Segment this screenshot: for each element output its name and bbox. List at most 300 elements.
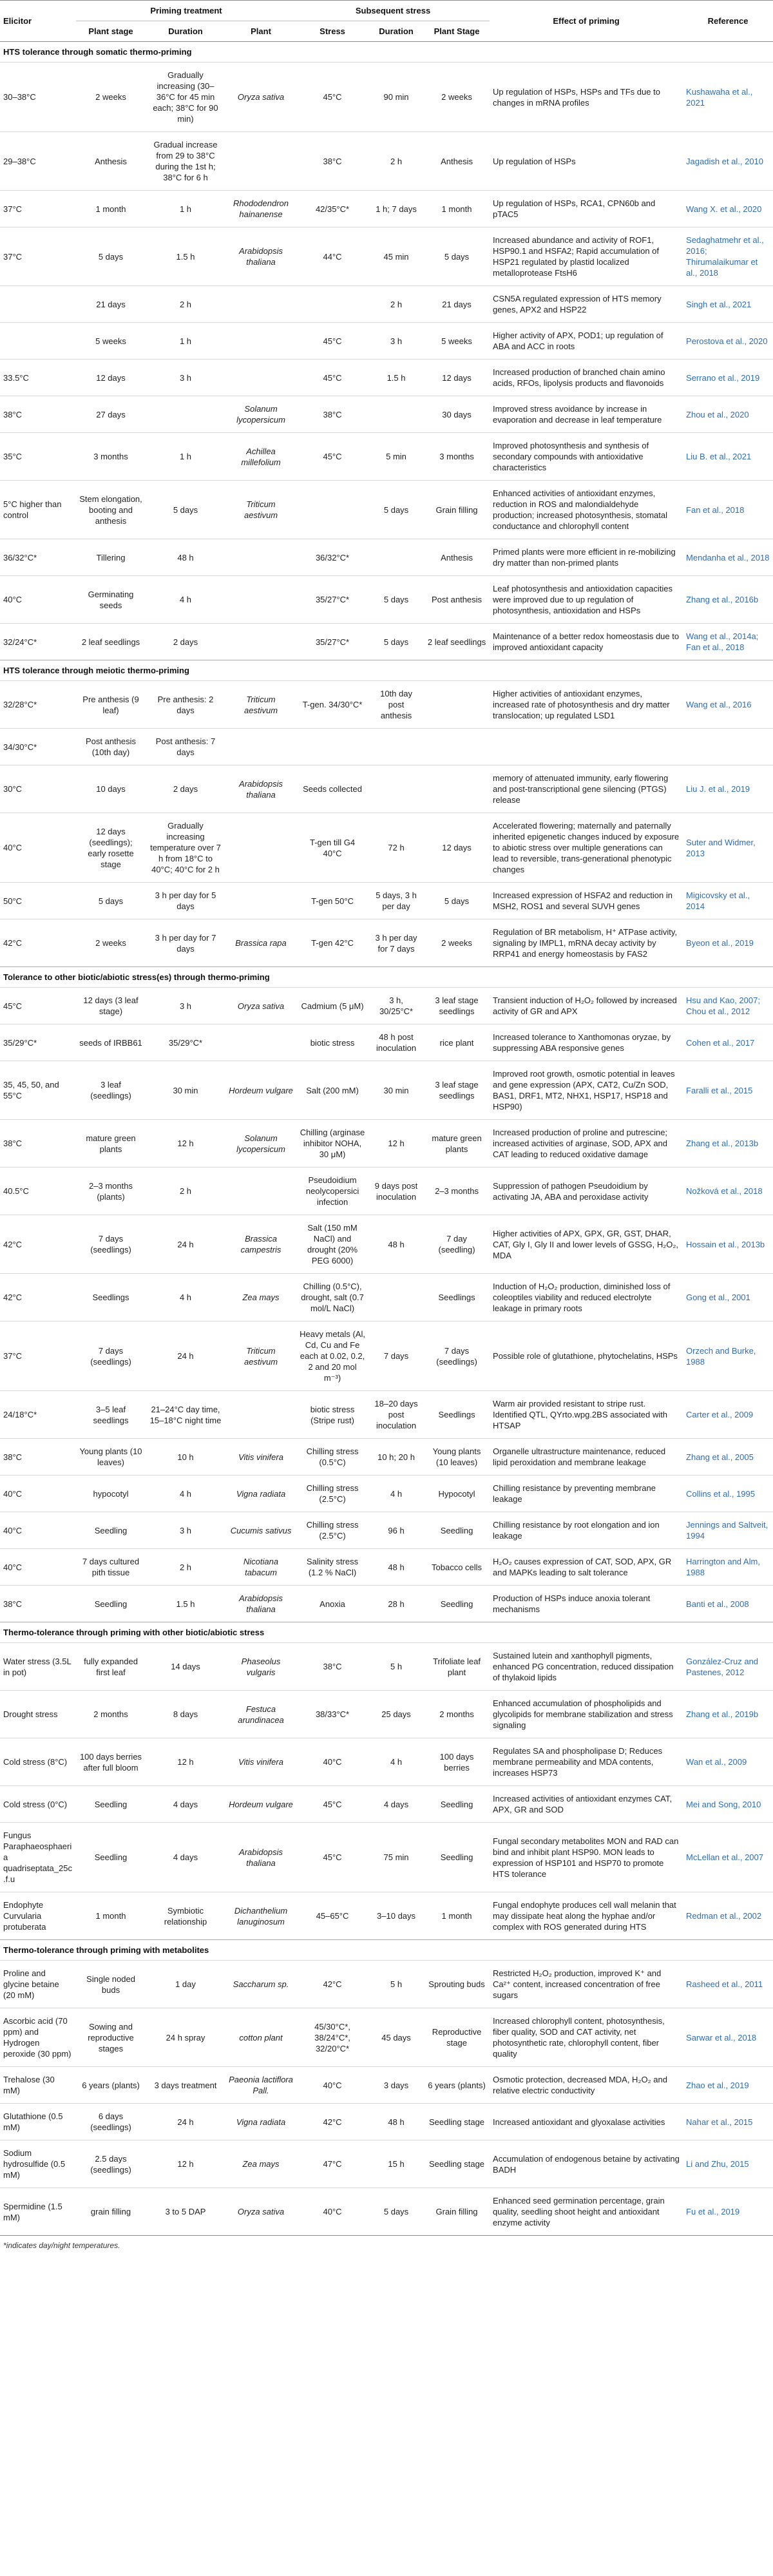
stress-cell: T-gen 42°C	[296, 919, 368, 967]
effect-cell: Suppression of pathogen Pseudoidium by activating JA, ABA and peroxidase activity	[490, 1168, 683, 1215]
stress-duration-cell: 48 h	[368, 2104, 424, 2140]
stress-plant-stage-cell: Seedlings	[424, 1274, 490, 1322]
effect-cell: Enhanced accumulation of phospholipids and glycolipids for membrane stabilization and stress signaling	[490, 1691, 683, 1738]
plant-stage-cell: Stem elongation, booting and anthesis	[76, 481, 146, 539]
plant-stage-cell: 12 days	[76, 360, 146, 396]
stress-duration-cell: 2 h	[368, 286, 424, 323]
plant-cell: Nicotiana tabacum	[225, 1549, 296, 1586]
header-priming-treatment: Priming treatment	[76, 1, 296, 21]
plant-stage-cell: 2 leaf seedlings	[76, 624, 146, 660]
plant-cell	[225, 360, 296, 396]
table-row	[0, 2104, 773, 2140]
plant-cell: Zea mays	[225, 1274, 296, 1322]
reference-link[interactable]: Singh et al., 2021	[683, 286, 773, 323]
reference-link[interactable]: Mei and Song, 2010	[683, 1786, 773, 1823]
plant-stage-cell: Germinating seeds	[76, 576, 146, 624]
elicitor-cell: 38°C	[0, 1439, 76, 1475]
stress-plant-stage-cell: Seedling stage	[424, 2140, 490, 2188]
effect-cell: Transient induction of H₂O₂ followed by increased activity of GR and APX	[490, 988, 683, 1024]
plant-cell: cotton plant	[225, 2008, 296, 2067]
elicitor-cell: 37°C	[0, 1322, 76, 1391]
section-title: Tolerance to other biotic/abiotic stress(es) through thermo-priming	[0, 967, 773, 988]
plant-stage-cell: 7 days (seedlings)	[76, 1215, 146, 1274]
elicitor-cell: 30–38°C	[0, 62, 76, 132]
reference-link[interactable]: Wang et al., 2016	[683, 681, 773, 729]
duration-cell: 2 h	[146, 1549, 225, 1586]
plant-cell: Arabidopsis thaliana	[225, 1586, 296, 1622]
plant-stage-cell: 7 days (seedlings)	[76, 1322, 146, 1391]
stress-plant-stage-cell: 30 days	[424, 396, 490, 433]
header-effect: Effect of priming	[490, 1, 683, 42]
effect-cell: Regulation of BR metabolism, H⁺ ATPase activity, signaling by IMPL1, mRNA decay activity by RRP41 and energy homeostasis by FAS2	[490, 919, 683, 967]
plant-cell: Phaseolus vulgaris	[225, 1643, 296, 1691]
plant-stage-cell: Tillering	[76, 539, 146, 576]
stress-plant-stage-cell: Hypocotyl	[424, 1475, 490, 1512]
effect-cell: Chilling resistance by root elongation and ion leakage	[490, 1512, 683, 1549]
plant-stage-cell: 100 days berries after full bloom	[76, 1738, 146, 1786]
stress-cell: Salt (150 mM NaCl) and drought (20% PEG 6000)	[296, 1215, 368, 1274]
elicitor-cell: 5°C higher than control	[0, 481, 76, 539]
elicitor-cell: Endophyte Curvularia protuberata	[0, 1892, 76, 1940]
stress-duration-cell: 18–20 days post inoculation	[368, 1391, 424, 1439]
stress-plant-stage-cell: Trifoliate leaf plant	[424, 1643, 490, 1691]
plant-cell: Vigna radiata	[225, 2104, 296, 2140]
duration-cell: 4 days	[146, 1823, 225, 1892]
table-row	[0, 1391, 773, 1439]
table-row	[0, 2067, 773, 2104]
elicitor-cell: Proline and glycine betaine (20 mM)	[0, 1961, 76, 2008]
reference-link[interactable]: Wan et al., 2009	[683, 1738, 773, 1786]
header-stress-duration: Duration	[368, 21, 424, 42]
section-row	[0, 42, 773, 62]
duration-cell: 8 days	[146, 1691, 225, 1738]
plant-cell	[225, 1391, 296, 1439]
stress-plant-stage-cell: 1 month	[424, 191, 490, 227]
effect-cell: Sustained lutein and xanthophyll pigments, enhanced PG concentration, reduced dissipation of thylakoid lipids	[490, 1643, 683, 1691]
duration-cell: 24 h spray	[146, 2008, 225, 2067]
reference-link[interactable]: Jagadish et al., 2010	[683, 132, 773, 191]
plant-cell: Vitis vinifera	[225, 1439, 296, 1475]
reference-link[interactable]: McLellan et al., 2007	[683, 1823, 773, 1892]
duration-cell: Pre anthesis: 2 days	[146, 681, 225, 729]
table-row	[0, 1215, 773, 1274]
reference-link[interactable]: Kushawaha et al., 2021	[683, 62, 773, 132]
table-row	[0, 191, 773, 227]
elicitor-cell: Fungus Paraphaeosphaeria quadriseptata_25c.f.u	[0, 1823, 76, 1892]
stress-duration-cell	[368, 729, 424, 765]
duration-cell: 4 h	[146, 576, 225, 624]
table-row	[0, 883, 773, 919]
table-row	[0, 1168, 773, 1215]
effect-cell: Increased expression of HSFA2 and reduction in MSH2, ROS1 and several SUVH genes	[490, 883, 683, 919]
elicitor-cell: 32/24°C*	[0, 624, 76, 660]
reference-link[interactable]: Zhang et al., 2005	[683, 1439, 773, 1475]
reference-link[interactable]: Mendanha et al., 2018	[683, 539, 773, 576]
stress-plant-stage-cell: Grain filling	[424, 481, 490, 539]
reference-link[interactable]: Fan et al., 2018	[683, 481, 773, 539]
duration-cell: 2 days	[146, 765, 225, 813]
header-subsequent-stress: Subsequent stress	[296, 1, 490, 21]
stress-duration-cell: 5 days	[368, 481, 424, 539]
reference-link[interactable]: Gong et al., 2001	[683, 1274, 773, 1322]
reference-link[interactable]: Zhao et al., 2019	[683, 2067, 773, 2104]
stress-plant-stage-cell: Anthesis	[424, 539, 490, 576]
stress-plant-stage-cell: 5 days	[424, 227, 490, 286]
plant-stage-cell: grain filling	[76, 2188, 146, 2236]
reference-link[interactable]: Collins et al., 1995	[683, 1475, 773, 1512]
stress-plant-stage-cell: 2 weeks	[424, 919, 490, 967]
reference-link[interactable]: Serrano et al., 2019	[683, 360, 773, 396]
stress-plant-stage-cell: Seedling	[424, 1512, 490, 1549]
reference-link[interactable]: Redman et al., 2002	[683, 1892, 773, 1940]
stress-cell: Chilling (arginase inhibitor NOHA, 30 μM)	[296, 1120, 368, 1168]
stress-cell: Chilling (0.5°C), drought, salt (0.7 mol/L NaCl)	[296, 1274, 368, 1322]
reference-link[interactable]: Zhang et al., 2013b	[683, 1120, 773, 1168]
plant-cell: Solanum lycopersicum	[225, 1120, 296, 1168]
section-title: HTS tolerance through somatic thermo-priming	[0, 42, 773, 62]
table-row	[0, 62, 773, 132]
stress-duration-cell: 1 h; 7 days	[368, 191, 424, 227]
stress-cell: 45°C	[296, 1823, 368, 1892]
effect-cell: Higher activities of APX, GPX, GR, GST, DHAR, CAT, Gly I, Gly II and lower levels of GSSG, H₂O₂, MDA	[490, 1215, 683, 1274]
reference-link[interactable]: Carter et al., 2009	[683, 1391, 773, 1439]
reference-link[interactable]: Zhang et al., 2016b	[683, 576, 773, 624]
effect-cell: Increased production of proline and putrescine; increased activities of arginase, SOD, APX and CAT leading to reduced oxidative damage	[490, 1120, 683, 1168]
stress-duration-cell: 28 h	[368, 1586, 424, 1622]
duration-cell: 21–24°C day time, 15–18°C night time	[146, 1391, 225, 1439]
stress-cell: Anoxia	[296, 1586, 368, 1622]
plant-cell: Dichanthelium lanuginosum	[225, 1892, 296, 1940]
footnote: *indicates day/night temperatures.	[0, 2235, 773, 2255]
stress-cell: 47°C	[296, 2140, 368, 2188]
plant-stage-cell: Seedling	[76, 1823, 146, 1892]
reference-link[interactable]: Nožková et al., 2018	[683, 1168, 773, 1215]
reference-link[interactable]: Banti et al., 2008	[683, 1586, 773, 1622]
elicitor-cell: 30°C	[0, 765, 76, 813]
elicitor-cell: 37°C	[0, 227, 76, 286]
reference-link	[683, 729, 773, 765]
effect-cell: Up regulation of HSPs	[490, 132, 683, 191]
stress-duration-cell: 90 min	[368, 62, 424, 132]
plant-stage-cell: Young plants (10 leaves)	[76, 1439, 146, 1475]
table-row	[0, 1961, 773, 2008]
elicitor-cell: 24/18°C*	[0, 1391, 76, 1439]
stress-cell: 42°C	[296, 2104, 368, 2140]
stress-duration-cell: 5 h	[368, 1961, 424, 2008]
plant-cell	[225, 1024, 296, 1061]
stress-plant-stage-cell: Seedling	[424, 1786, 490, 1823]
effect-cell: Organelle ultrastructure maintenance, reduced lipid peroxidation and membrane leakage	[490, 1439, 683, 1475]
effect-cell: Fungal endophyte produces cell wall melanin that may dissipate heat along the hyphae and/or complex with ROS generated during HTS	[490, 1892, 683, 1940]
stress-cell: Chilling stress (0.5°C)	[296, 1439, 368, 1475]
stress-plant-stage-cell: Young plants (10 leaves)	[424, 1439, 490, 1475]
stress-cell: 35/27°C*	[296, 576, 368, 624]
reference-link[interactable]: Hossain et al., 2013b	[683, 1215, 773, 1274]
reference-link[interactable]: Orzech and Burke, 1988	[683, 1322, 773, 1391]
elicitor-cell: 34/30°C*	[0, 729, 76, 765]
plant-stage-cell: 12 days (3 leaf stage)	[76, 988, 146, 1024]
table-row	[0, 1586, 773, 1622]
table-row	[0, 1549, 773, 1586]
table-row	[0, 539, 773, 576]
plant-stage-cell: 3 leaf (seedlings)	[76, 1061, 146, 1120]
section-title: Thermo-tolerance through priming with other biotic/abiotic stress	[0, 1622, 773, 1643]
duration-cell: 30 min	[146, 1061, 225, 1120]
duration-cell: 2 days	[146, 624, 225, 660]
effect-cell: Increased antioxidant and glyoxalase activities	[490, 2104, 683, 2140]
stress-plant-stage-cell: 2–3 months	[424, 1168, 490, 1215]
plant-cell: Arabidopsis thaliana	[225, 1823, 296, 1892]
plant-cell	[225, 1168, 296, 1215]
header-plant: Plant	[225, 21, 296, 42]
stress-duration-cell: 3 h per day for 7 days	[368, 919, 424, 967]
stress-duration-cell: 12 h	[368, 1120, 424, 1168]
plant-stage-cell: Single noded buds	[76, 1961, 146, 2008]
duration-cell: 3 h	[146, 1512, 225, 1549]
stress-duration-cell: 3–10 days	[368, 1892, 424, 1940]
stress-plant-stage-cell: 5 days	[424, 883, 490, 919]
plant-cell: Vitis vinifera	[225, 1738, 296, 1786]
stress-cell: 36/32°C*	[296, 539, 368, 576]
plant-cell: Arabidopsis thaliana	[225, 227, 296, 286]
plant-cell	[225, 883, 296, 919]
duration-cell: 12 h	[146, 1120, 225, 1168]
effect-cell: Improved stress avoidance by increase in evaporation and decrease in leaf temperature	[490, 396, 683, 433]
plant-stage-cell: 2–3 months (plants)	[76, 1168, 146, 1215]
effect-cell: Higher activity of APX, POD1; up regulation of ABA and ACC in roots	[490, 323, 683, 360]
effect-cell: Chilling resistance by preventing membrane leakage	[490, 1475, 683, 1512]
stress-cell: 42/35°C*	[296, 191, 368, 227]
elicitor-cell: Water stress (3.5L in pot)	[0, 1643, 76, 1691]
plant-cell: Triticum aestivum	[225, 1322, 296, 1391]
duration-cell: 10 h	[146, 1439, 225, 1475]
stress-duration-cell	[368, 765, 424, 813]
plant-cell	[225, 539, 296, 576]
duration-cell: 4 h	[146, 1475, 225, 1512]
stress-plant-stage-cell: rice plant	[424, 1024, 490, 1061]
reference-link[interactable]: Li and Zhu, 2015	[683, 2140, 773, 2188]
reference-link[interactable]: Hsu and Kao, 2007; Chou et al., 2012	[683, 988, 773, 1024]
elicitor-cell: 35, 45, 50, and 55°C	[0, 1061, 76, 1120]
plant-stage-cell: Sowing and reproductive stages	[76, 2008, 146, 2067]
table-row	[0, 1439, 773, 1475]
header-stress-plant-stage: Plant Stage	[424, 21, 490, 42]
reference-link[interactable]: Zhou et al., 2020	[683, 396, 773, 433]
effect-cell: Increased chlorophyll content, photosynthesis, fiber quality, SOD and CAT activity, net photosynthetic rate, chlorophyll content, fiber quality	[490, 2008, 683, 2067]
stress-plant-stage-cell: Seedling	[424, 1823, 490, 1892]
reference-link[interactable]: Fu et al., 2019	[683, 2188, 773, 2236]
effect-cell: Increased production of branched chain amino acids, RFOs, lipolysis products and flavonoids	[490, 360, 683, 396]
plant-cell: Arabidopsis thaliana	[225, 765, 296, 813]
reference-link[interactable]: Sarwar et al., 2018	[683, 2008, 773, 2067]
reference-link[interactable]: Jennings and Saltveit, 1994	[683, 1512, 773, 1549]
stress-cell	[296, 481, 368, 539]
reference-link[interactable]: Cohen et al., 2017	[683, 1024, 773, 1061]
elicitor-cell: 42°C	[0, 1215, 76, 1274]
duration-cell: 35/29°C*	[146, 1024, 225, 1061]
table-row	[0, 360, 773, 396]
plant-cell: Triticum aestivum	[225, 481, 296, 539]
stress-plant-stage-cell: Reproductive stage	[424, 2008, 490, 2067]
stress-cell: T-gen. 34/30°C*	[296, 681, 368, 729]
section-row	[0, 1622, 773, 1643]
plant-stage-cell: 10 days	[76, 765, 146, 813]
stress-cell: Cadmium (5 μM)	[296, 988, 368, 1024]
reference-link[interactable]: Harrington and Alm, 1988	[683, 1549, 773, 1586]
reference-link[interactable]: Liu J. et al., 2019	[683, 765, 773, 813]
effect-cell: Higher activities of antioxidant enzymes, increased rate of photosynthesis and dry matter translocation; up regulated LSD1	[490, 681, 683, 729]
stress-duration-cell: 4 days	[368, 1786, 424, 1823]
stress-plant-stage-cell: Post anthesis	[424, 576, 490, 624]
table-row	[0, 1475, 773, 1512]
stress-cell: 45°C	[296, 323, 368, 360]
effect-cell: Production of HSPs induce anoxia tolerant mechanisms	[490, 1586, 683, 1622]
duration-cell: 3 h	[146, 988, 225, 1024]
table-header	[0, 1, 773, 42]
duration-cell: 3 to 5 DAP	[146, 2188, 225, 2236]
plant-cell	[225, 323, 296, 360]
effect-cell: Improved root growth, osmotic potential in leaves and gene expression (APX, CAT2, Cu/Zn SOD, BAS1, DRF1, MT2, NHX1, HSP17, HSP18 and HSP90)	[490, 1061, 683, 1120]
duration-cell: 1.5 h	[146, 1586, 225, 1622]
effect-cell: Fungal secondary metabolites MON and RAD can bind and inhibit plant HSP90. MON leads to expression of HSP101 and HSP70 to promote HTS tolerance	[490, 1823, 683, 1892]
stress-plant-stage-cell: Seedling	[424, 1586, 490, 1622]
reference-link[interactable]: Liu B. et al., 2021	[683, 433, 773, 481]
plant-cell: Hordeum vulgare	[225, 1061, 296, 1120]
table-row	[0, 1892, 773, 1940]
stress-cell: biotic stress (Stripe rust)	[296, 1391, 368, 1439]
stress-duration-cell: 5 days	[368, 2188, 424, 2236]
duration-cell: 3 days treatment	[146, 2067, 225, 2104]
stress-plant-stage-cell	[424, 729, 490, 765]
plant-stage-cell: Anthesis	[76, 132, 146, 191]
reference-link[interactable]: Perostova et al., 2020	[683, 323, 773, 360]
stress-cell: 38/33°C*	[296, 1691, 368, 1738]
stress-duration-cell: 10 h; 20 h	[368, 1439, 424, 1475]
stress-cell: biotic stress	[296, 1024, 368, 1061]
reference-link[interactable]: Wang X. et al., 2020	[683, 191, 773, 227]
table-row	[0, 1024, 773, 1061]
elicitor-cell: 37°C	[0, 191, 76, 227]
stress-plant-stage-cell: 7 day (seedling)	[424, 1215, 490, 1274]
plant-cell	[225, 624, 296, 660]
duration-cell: Gradual increase from 29 to 38°C during the 1st h; 38°C for 6 h	[146, 132, 225, 191]
plant-cell: Brassica rapa	[225, 919, 296, 967]
stress-plant-stage-cell: 3 leaf stage seedlings	[424, 988, 490, 1024]
stress-duration-cell: 25 days	[368, 1691, 424, 1738]
reference-link[interactable]: Rasheed et al., 2011	[683, 1961, 773, 2008]
stress-plant-stage-cell: 2 months	[424, 1691, 490, 1738]
reference-link[interactable]: Faralli et al., 2015	[683, 1061, 773, 1120]
plant-cell: Rhododendron hainanense	[225, 191, 296, 227]
elicitor-cell: Trehalose (30 mM)	[0, 2067, 76, 2104]
stress-plant-stage-cell: 12 days	[424, 360, 490, 396]
header-duration: Duration	[146, 21, 225, 42]
elicitor-cell: 40°C	[0, 1549, 76, 1586]
plant-cell: Saccharum sp.	[225, 1961, 296, 2008]
elicitor-cell: 42°C	[0, 1274, 76, 1322]
stress-cell: Salt (200 mM)	[296, 1061, 368, 1120]
plant-stage-cell: Seedlings	[76, 1274, 146, 1322]
effect-cell: Warm air provided resistant to stripe rust. Identified QTL, QYrto.wpg.2BS associated with HTSAP	[490, 1391, 683, 1439]
stress-cell: 45–65°C	[296, 1892, 368, 1940]
plant-cell: Vigna radiata	[225, 1475, 296, 1512]
effect-cell: Maintenance of a better redox homeostasis due to improved antioxidant capacity	[490, 624, 683, 660]
plant-cell	[225, 813, 296, 883]
effect-cell: Leaf photosynthesis and antioxidation capacities were improved due to up regulation of photosynthesis, antioxidation and HSPs	[490, 576, 683, 624]
stress-cell: 45/30°C*, 38/24°C*, 32/20°C*	[296, 2008, 368, 2067]
table-row	[0, 396, 773, 433]
reference-link[interactable]: Migicovsky et al., 2014	[683, 883, 773, 919]
elicitor-cell: 35/29°C*	[0, 1024, 76, 1061]
plant-stage-cell: 2.5 days (seedlings)	[76, 2140, 146, 2188]
stress-plant-stage-cell: Tobacco cells	[424, 1549, 490, 1586]
duration-cell: Gradually increasing temperature over 7 h from 18°C to 40°C; 40°C for 2 h	[146, 813, 225, 883]
stress-plant-stage-cell: 3 months	[424, 433, 490, 481]
elicitor-cell: 40°C	[0, 576, 76, 624]
stress-cell: Seeds collected	[296, 765, 368, 813]
duration-cell: Gradually increasing (30–36°C for 45 min each; 38°C for 90 min)	[146, 62, 225, 132]
effect-cell: Enhanced seed germination percentage, grain quality, seedling shoot height and antioxidant enzyme activity	[490, 2188, 683, 2236]
stress-cell	[296, 729, 368, 765]
table-row	[0, 813, 773, 883]
elicitor-cell: Glutathione (0.5 mM)	[0, 2104, 76, 2140]
reference-link[interactable]: Nahar et al., 2015	[683, 2104, 773, 2140]
section-title: Thermo-tolerance through priming with metabolites	[0, 1940, 773, 1961]
table-row	[0, 1823, 773, 1892]
stress-plant-stage-cell	[424, 765, 490, 813]
table-row	[0, 1786, 773, 1823]
stress-duration-cell: 10th day post anthesis	[368, 681, 424, 729]
stress-plant-stage-cell: Sprouting buds	[424, 1961, 490, 2008]
stress-duration-cell: 9 days post inoculation	[368, 1168, 424, 1215]
plant-stage-cell: 7 days cultured pith tissue	[76, 1549, 146, 1586]
duration-cell: Symbiotic relationship	[146, 1892, 225, 1940]
plant-stage-cell: 21 days	[76, 286, 146, 323]
table-row	[0, 1643, 773, 1691]
stress-duration-cell	[368, 396, 424, 433]
table-row	[0, 1061, 773, 1120]
table-row	[0, 323, 773, 360]
duration-cell: 12 h	[146, 2140, 225, 2188]
reference-link[interactable]: Wang et al., 2014a; Fan et al., 2018	[683, 624, 773, 660]
stress-cell	[296, 286, 368, 323]
table-row	[0, 481, 773, 539]
reference-link[interactable]: González-Cruz and Pastenes, 2012	[683, 1643, 773, 1691]
effect-cell: Improved photosynthesis and synthesis of secondary compounds with antioxidative characteristics	[490, 433, 683, 481]
stress-plant-stage-cell	[424, 681, 490, 729]
plant-stage-cell: 6 years (plants)	[76, 2067, 146, 2104]
stress-cell: 40°C	[296, 2188, 368, 2236]
header-plant-stage: Plant stage	[76, 21, 146, 42]
reference-link[interactable]: Byeon et al., 2019	[683, 919, 773, 967]
elicitor-cell: 33.5°C	[0, 360, 76, 396]
effect-cell: Up regulation of HSPs, HSPs and TFs due to changes in mRNA profiles	[490, 62, 683, 132]
plant-stage-cell: 1 month	[76, 191, 146, 227]
stress-duration-cell: 5 h	[368, 1643, 424, 1691]
effect-cell: Primed plants were more efficient in re-mobilizing dry matter than non-primed plants	[490, 539, 683, 576]
stress-plant-stage-cell: 3 leaf stage seedlings	[424, 1061, 490, 1120]
table-row	[0, 1738, 773, 1786]
reference-link[interactable]: Sedaghatmehr et al., 2016; Thirumalaikumar et al., 2018	[683, 227, 773, 286]
reference-link[interactable]: Suter and Widmer, 2013	[683, 813, 773, 883]
elicitor-cell: 40°C	[0, 1475, 76, 1512]
plant-stage-cell: 5 days	[76, 883, 146, 919]
plant-stage-cell: 5 weeks	[76, 323, 146, 360]
reference-link[interactable]: Zhang et al., 2019b	[683, 1691, 773, 1738]
duration-cell: 48 h	[146, 539, 225, 576]
table-row	[0, 1274, 773, 1322]
stress-duration-cell: 30 min	[368, 1061, 424, 1120]
